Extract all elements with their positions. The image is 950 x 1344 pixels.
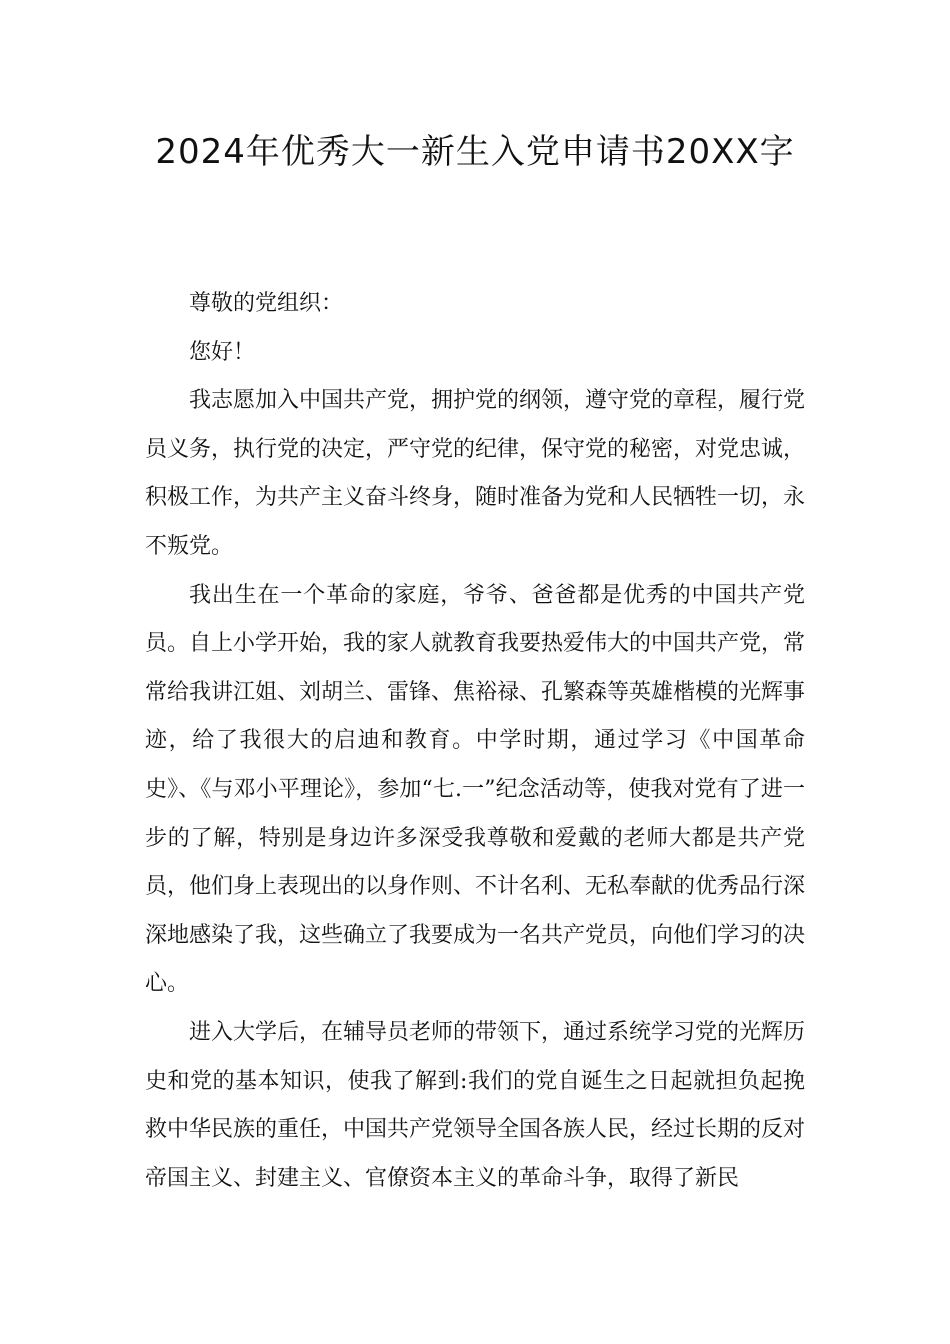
paragraph-1: 我志愿加入中国共产党，拥护党的纲领，遵守党的章程，履行党员义务，执行党的决定，严守党的纪律，保守党的秘密，对党忠诚，积极工作，为共产主义奋斗终身，随时准备为党和人民牺牲一切，永不叛党。 (145, 388, 806, 559)
paragraph-3: 进入大学后，在辅导员老师的带领下，通过系统学习党的光辉历史和党的基本知识，使我了解到:我们的党自诞生之日起就担负起挽救中华民族的重任，中国共产党领导全国各族人民，经过长期的反对帝国主义、封建主义、官僚资本主义的革命斗争，取得了新民 (145, 1019, 806, 1191)
document-body (145, 280, 805, 1203)
salutation: 尊敬的党组织： (189, 291, 344, 316)
greeting: 您好！ (189, 339, 256, 365)
paragraph-2: 我出生在一个革命的家庭，爷爷、爸爸都是优秀的中国共产党员。自上小学开始，我的家人就教育我要热爱伟大的中国共产党，常常给我讲江姐、刘胡兰、雷锋、焦裕禄、孔繁森等英雄楷模的光辉事迹，给了我很大的启迪和教育。中学时期，通过学习《中国革命史》、《与邓小平理论》，参加“七.一”纪念活动等，使我对党有了进一步的了解，特别是身边许多深受我尊敬和爱戴的老师大都是共产党员，他们身上表现出的以身作则、不计名利、无私奉献的优秀品行深深地感染了我，这些确立了我要成为一名共产党员，向他们学习的决心。 (145, 582, 806, 997)
document-title: 2024年优秀大一新生入党申请书20XX字 (155, 132, 795, 172)
